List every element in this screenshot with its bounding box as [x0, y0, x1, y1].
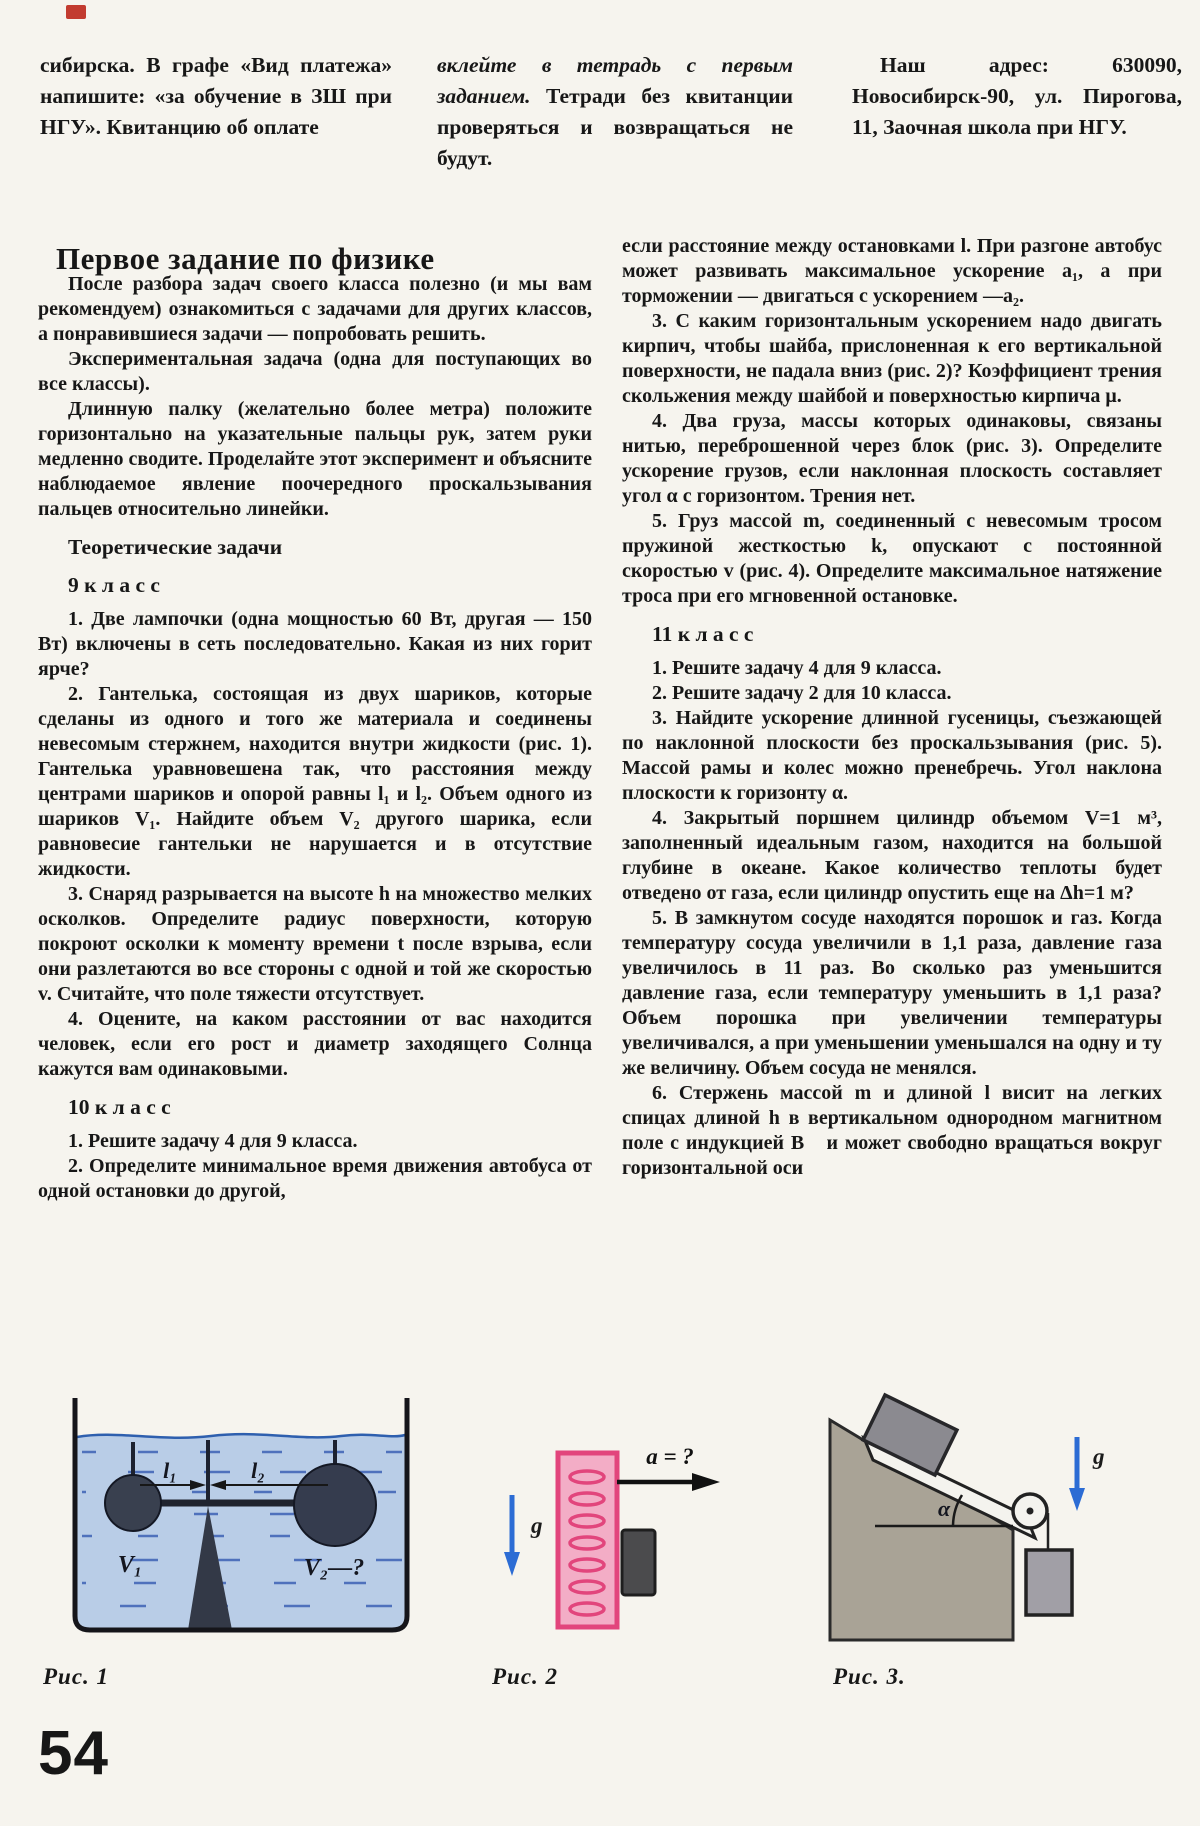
- problem-9-2: 2. Гантелька, состоящая из двух шариков, которые сделаны из одного и того же материала и соединены невесомым стержнем, находится внутри жидкости (рис. 1). Гантелька уравновешена так, что расстояния между центрами шариков и опорой равны l₁ и l₂. Объем одного из шариков V₁. Найдите объем V₂ другого шарика, если равновесие гантельки не нарушается и в отсутствие жидкости.: [38, 683, 592, 880]
- acceleration-label: a = ?: [646, 1444, 694, 1469]
- label-l1: l₁: [163, 1458, 177, 1483]
- figure-3-caption: Рис. 3.: [833, 1664, 906, 1689]
- problem-11-5: 5. В замкнутом сосуде находятся порошок и газ. Когда температуру сосуда увеличили в 1,1 раза, давление газа увеличилось в 11 раз. Во сколько раз уменьшится давление газа, если температуру уменьшить в 1,1 раза? Объем порошка при увеличении температуры увеличивался, а при уменьшении уменьшался на одну и ту же величину. Объем сосуда не менялся.: [622, 907, 1162, 1079]
- hanging-block: [1026, 1550, 1072, 1615]
- page-number: 54: [38, 1719, 109, 1788]
- gravity-arrow: [1069, 1437, 1085, 1511]
- section-heading-grade-11: 11 к л а с с: [652, 622, 754, 646]
- problem-11-2: 2. Решите задачу 2 для 10 класса.: [652, 682, 952, 704]
- brick: [558, 1453, 617, 1627]
- sphere-v2: [294, 1464, 376, 1546]
- paragraph-experiment-description: Длинную палку (желательно более метра) положите горизонтально на указательные пальцы рук, затем руки медленно сводите. Проделайте этот эксперимент и объясните наблюдаемое явление поочередного проскальзывания пальцев относительно линейки.: [38, 398, 592, 520]
- problem-10-2-start: 2. Определите минимальное время движения автобуса от одной остановки до другой,: [38, 1155, 592, 1202]
- figure-3-inclined-plane-pulley: [788, 1392, 1128, 1642]
- experimental-task-lead: Экспериментальная задача: [68, 348, 323, 370]
- problem-11-3: 3. Найдите ускорение длинной гусеницы, съезжающей по наклонной плоскости без проскальзывания (рис. 5). Массой рамы и колес можно пренебречь. Угол наклона плоскости к горизонту α.: [622, 707, 1162, 804]
- left-column: [38, 272, 592, 1204]
- section-heading-grade-9: 9 к л а с с: [68, 573, 160, 597]
- gravity-arrow: [504, 1495, 520, 1576]
- figure-1-caption: Рис. 1: [43, 1664, 110, 1689]
- section-heading-theory: Теоретические задачи: [68, 535, 283, 559]
- label-v1: V₁: [117, 1552, 143, 1578]
- scan-artifact: [66, 5, 86, 19]
- problem-11-1: 1. Решите задачу 4 для 9 класса.: [652, 657, 942, 679]
- problem-9-3: 3. Снаряд разрывается на высоте h на множество мелких осколков. Определите радиус поверхности, которую покроют осколки к моменту времени t после взрыва, если они разлетаются во все стороны с одной и той же скоростью v. Считайте, что поле тяжести отсутствует.: [38, 883, 592, 1005]
- right-column: [622, 234, 1162, 1181]
- gravity-label: g: [531, 1513, 543, 1538]
- problem-11-4: 4. Закрытый поршнем цилиндр объемом V=1 м³, заполненный идеальным газом, находится на большой глубине в океане. Какое количество теплоты будет отведено от газа, если цилиндр опустить еще на Δh=1 м?: [622, 807, 1162, 904]
- angle-label: α: [938, 1496, 951, 1521]
- masthead-column-2: [437, 50, 793, 174]
- pulley-axle: [1027, 1508, 1034, 1515]
- article-title: Первое задание по физике: [56, 240, 435, 276]
- label-v2: V₂—?: [303, 1555, 365, 1581]
- sphere-v1: [105, 1475, 161, 1531]
- figure-2-brick-and-puck: [498, 1438, 733, 1643]
- paragraph-experimental-task: Экспериментальная задача (одна для поступающих во все классы).: [38, 348, 592, 395]
- figure-2-caption: Рис. 2: [492, 1664, 559, 1689]
- problem-11-6: 6. Стержень массой m и длиной l висит на легких спицах длиной h в вертикальном однородном магнитном поле с индукцией B⃗ и может свободно вращаться вокруг горизонтальной оси: [622, 1082, 1162, 1179]
- problem-9-1: 1. Две лампочки (одна мощностью 60 Вт, другая — 150 Вт) включены в сеть последовательно. Какая из них горит ярче?: [38, 608, 592, 680]
- problem-10-4: 4. Два груза, массы которых одинаковы, связаны нитью, переброшенной через блок (рис. 3). Определите ускорение грузов, если наклонная плоскость составляет угол α с горизонтом. Трения нет.: [622, 410, 1162, 507]
- acceleration-arrow: [617, 1473, 720, 1491]
- problem-10-2-continued: если расстояние между остановками l. При разгоне автобус может развивать максимальное ускорение a₁, а при торможении — двигаться с ускорением —a₂.: [622, 235, 1162, 307]
- label-l2: l₂: [251, 1458, 265, 1483]
- masthead-address: Наш адрес: 630090, Новосибирск-90, ул. Пирогова, 11, Заочная школа при НГУ.: [852, 52, 1182, 139]
- paragraph-intro: После разбора задач своего класса полезно (и мы вам рекомендуем) ознакомиться с задачами для других классов, а понравившиеся задачи — попробовать решить.: [38, 273, 592, 345]
- problem-10-3: 3. С каким горизонтальным ускорением надо двигать кирпич, чтобы шайба, прислоненная к его вертикальной поверхности, не падала вниз (рис. 2)? Коэффициент трения скольжения между шайбой и поверхностью кирпича μ.: [622, 310, 1162, 407]
- gravity-label: g: [1093, 1444, 1105, 1469]
- masthead-italic-note: вклейте в тетрадь с первым заданием.: [437, 52, 793, 108]
- masthead-column-1: сибирска. В графе «Вид платежа» напишите: «за обучение в ЗШ при НГУ». Квитанцию об оплате: [40, 52, 392, 139]
- problem-10-1: 1. Решите задачу 4 для 9 класса.: [68, 1130, 358, 1152]
- problem-10-5: 5. Груз массой m, соединенный с невесомым тросом пружиной жесткостью k, опускают с постоянной скоростью v (рис. 4). Определите максимальное натяжение троса при его мгновенной остановке.: [622, 510, 1162, 607]
- masthead-note-rest: Тетради без квитанции проверяться и возвращаться не будут.: [437, 83, 793, 170]
- problem-9-4: 4. Оцените, на каком расстоянии от вас находится человек, если его рост и диаметр заходящего Солнца кажутся вам одинаковыми.: [38, 1008, 592, 1080]
- puck: [622, 1530, 655, 1595]
- section-heading-grade-10: 10 к л а с с: [68, 1095, 171, 1119]
- figure-1-dumbbell-in-liquid: [66, 1390, 416, 1645]
